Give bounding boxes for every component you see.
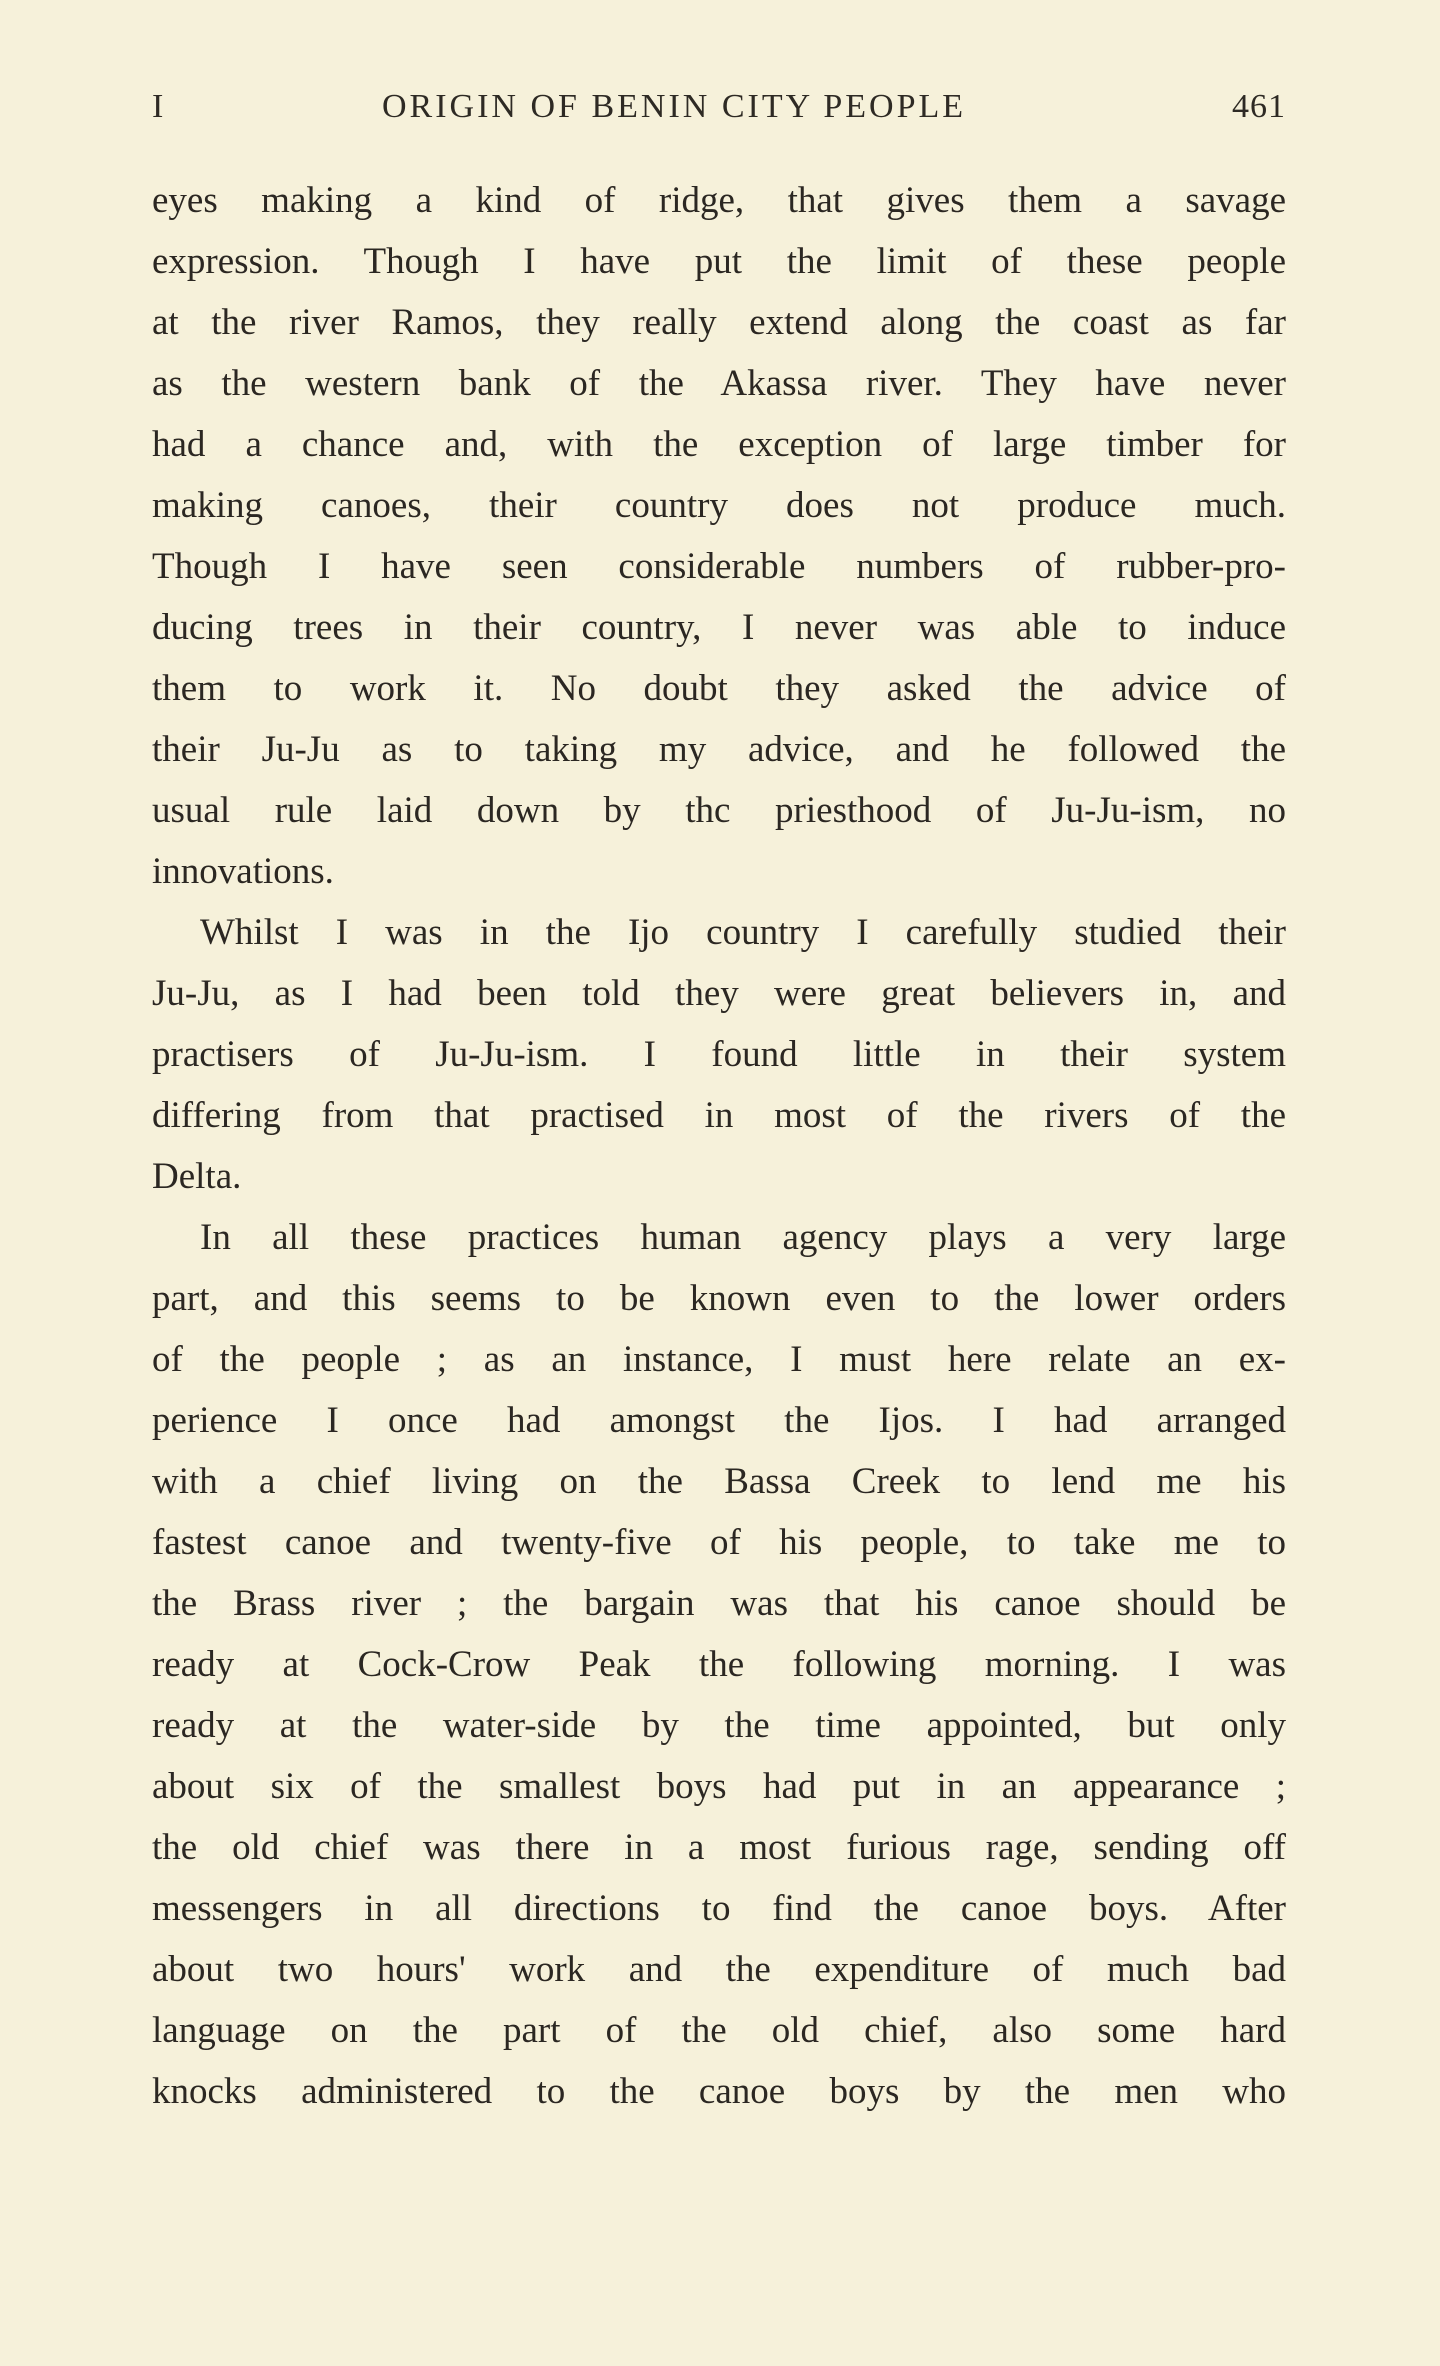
text-line: differing from that practised in most of the rivers of the xyxy=(152,1095,1286,1136)
text-line: about six of the smallest boys had put in an appearance ; xyxy=(152,1766,1286,1807)
page-number: 461 xyxy=(1232,88,1286,125)
text-line: making canoes, their country does not produce much. xyxy=(152,485,1286,526)
text-line: In all these practices human agency plays a very large xyxy=(200,1217,1286,1258)
text-line: eyes making a kind of ridge, that gives them a savage xyxy=(152,180,1286,221)
text-line: them to work it. No doubt they asked the advice of xyxy=(152,668,1286,709)
text-line: fastest canoe and twenty-five of his people, to take me to xyxy=(152,1522,1286,1563)
text-line: ducing trees in their country, I never was able to induce xyxy=(152,607,1286,648)
text-line: at the river Ramos, they really extend along the coast as far xyxy=(152,302,1286,343)
body-text xyxy=(152,170,1286,2122)
text-line: their Ju-Ju as to taking my advice, and he followed the xyxy=(152,729,1286,770)
text-line: with a chief living on the Bassa Creek to lend me his xyxy=(152,1461,1286,1502)
paragraph-3 xyxy=(152,1207,1286,2122)
text-line: as the western bank of the Akassa river. They have never xyxy=(152,363,1286,404)
chapter-number: I xyxy=(152,88,166,125)
text-line: about two hours' work and the expenditure of much bad xyxy=(152,1949,1286,1990)
running-header xyxy=(152,88,1286,138)
running-title: ORIGIN OF BENIN CITY PEOPLE xyxy=(382,88,967,125)
text-line: Delta. xyxy=(152,1156,242,1197)
text-line: messengers in all directions to find the canoe boys. After xyxy=(152,1888,1286,1929)
text-line: language on the part of the old chief, also some hard xyxy=(152,2010,1286,2051)
text-line: the Brass river ; the bargain was that his canoe should be xyxy=(152,1583,1286,1624)
text-line: of the people ; as an instance, I must here relate an ex- xyxy=(152,1339,1286,1380)
text-line: Whilst I was in the Ijo country I carefully studied their xyxy=(200,912,1286,953)
text-line: Ju-Ju, as I had been told they were great believers in, and xyxy=(152,973,1286,1014)
paragraph-1 xyxy=(152,170,1286,902)
text-line: perience I once had amongst the Ijos. I had arranged xyxy=(152,1400,1286,1441)
text-line: practisers of Ju-Ju-ism. I found little in their system xyxy=(152,1034,1286,1075)
text-line: had a chance and, with the exception of large timber for xyxy=(152,424,1286,465)
text-line: ready at the water-side by the time appointed, but only xyxy=(152,1705,1286,1746)
text-line: Though I have seen considerable numbers of rubber-pro- xyxy=(152,546,1286,587)
text-line: usual rule laid down by thc priesthood of Ju-Ju-ism, no xyxy=(152,790,1286,831)
text-line: ready at Cock-Crow Peak the following morning. I was xyxy=(152,1644,1286,1685)
text-line: innovations. xyxy=(152,851,334,892)
text-line: the old chief was there in a most furious rage, sending off xyxy=(152,1827,1286,1868)
text-line: expression. Though I have put the limit of these people xyxy=(152,241,1286,282)
text-line: knocks administered to the canoe boys by the men who xyxy=(152,2071,1286,2112)
text-line: part, and this seems to be known even to the lower orders xyxy=(152,1278,1286,1319)
paragraph-2 xyxy=(152,902,1286,1207)
